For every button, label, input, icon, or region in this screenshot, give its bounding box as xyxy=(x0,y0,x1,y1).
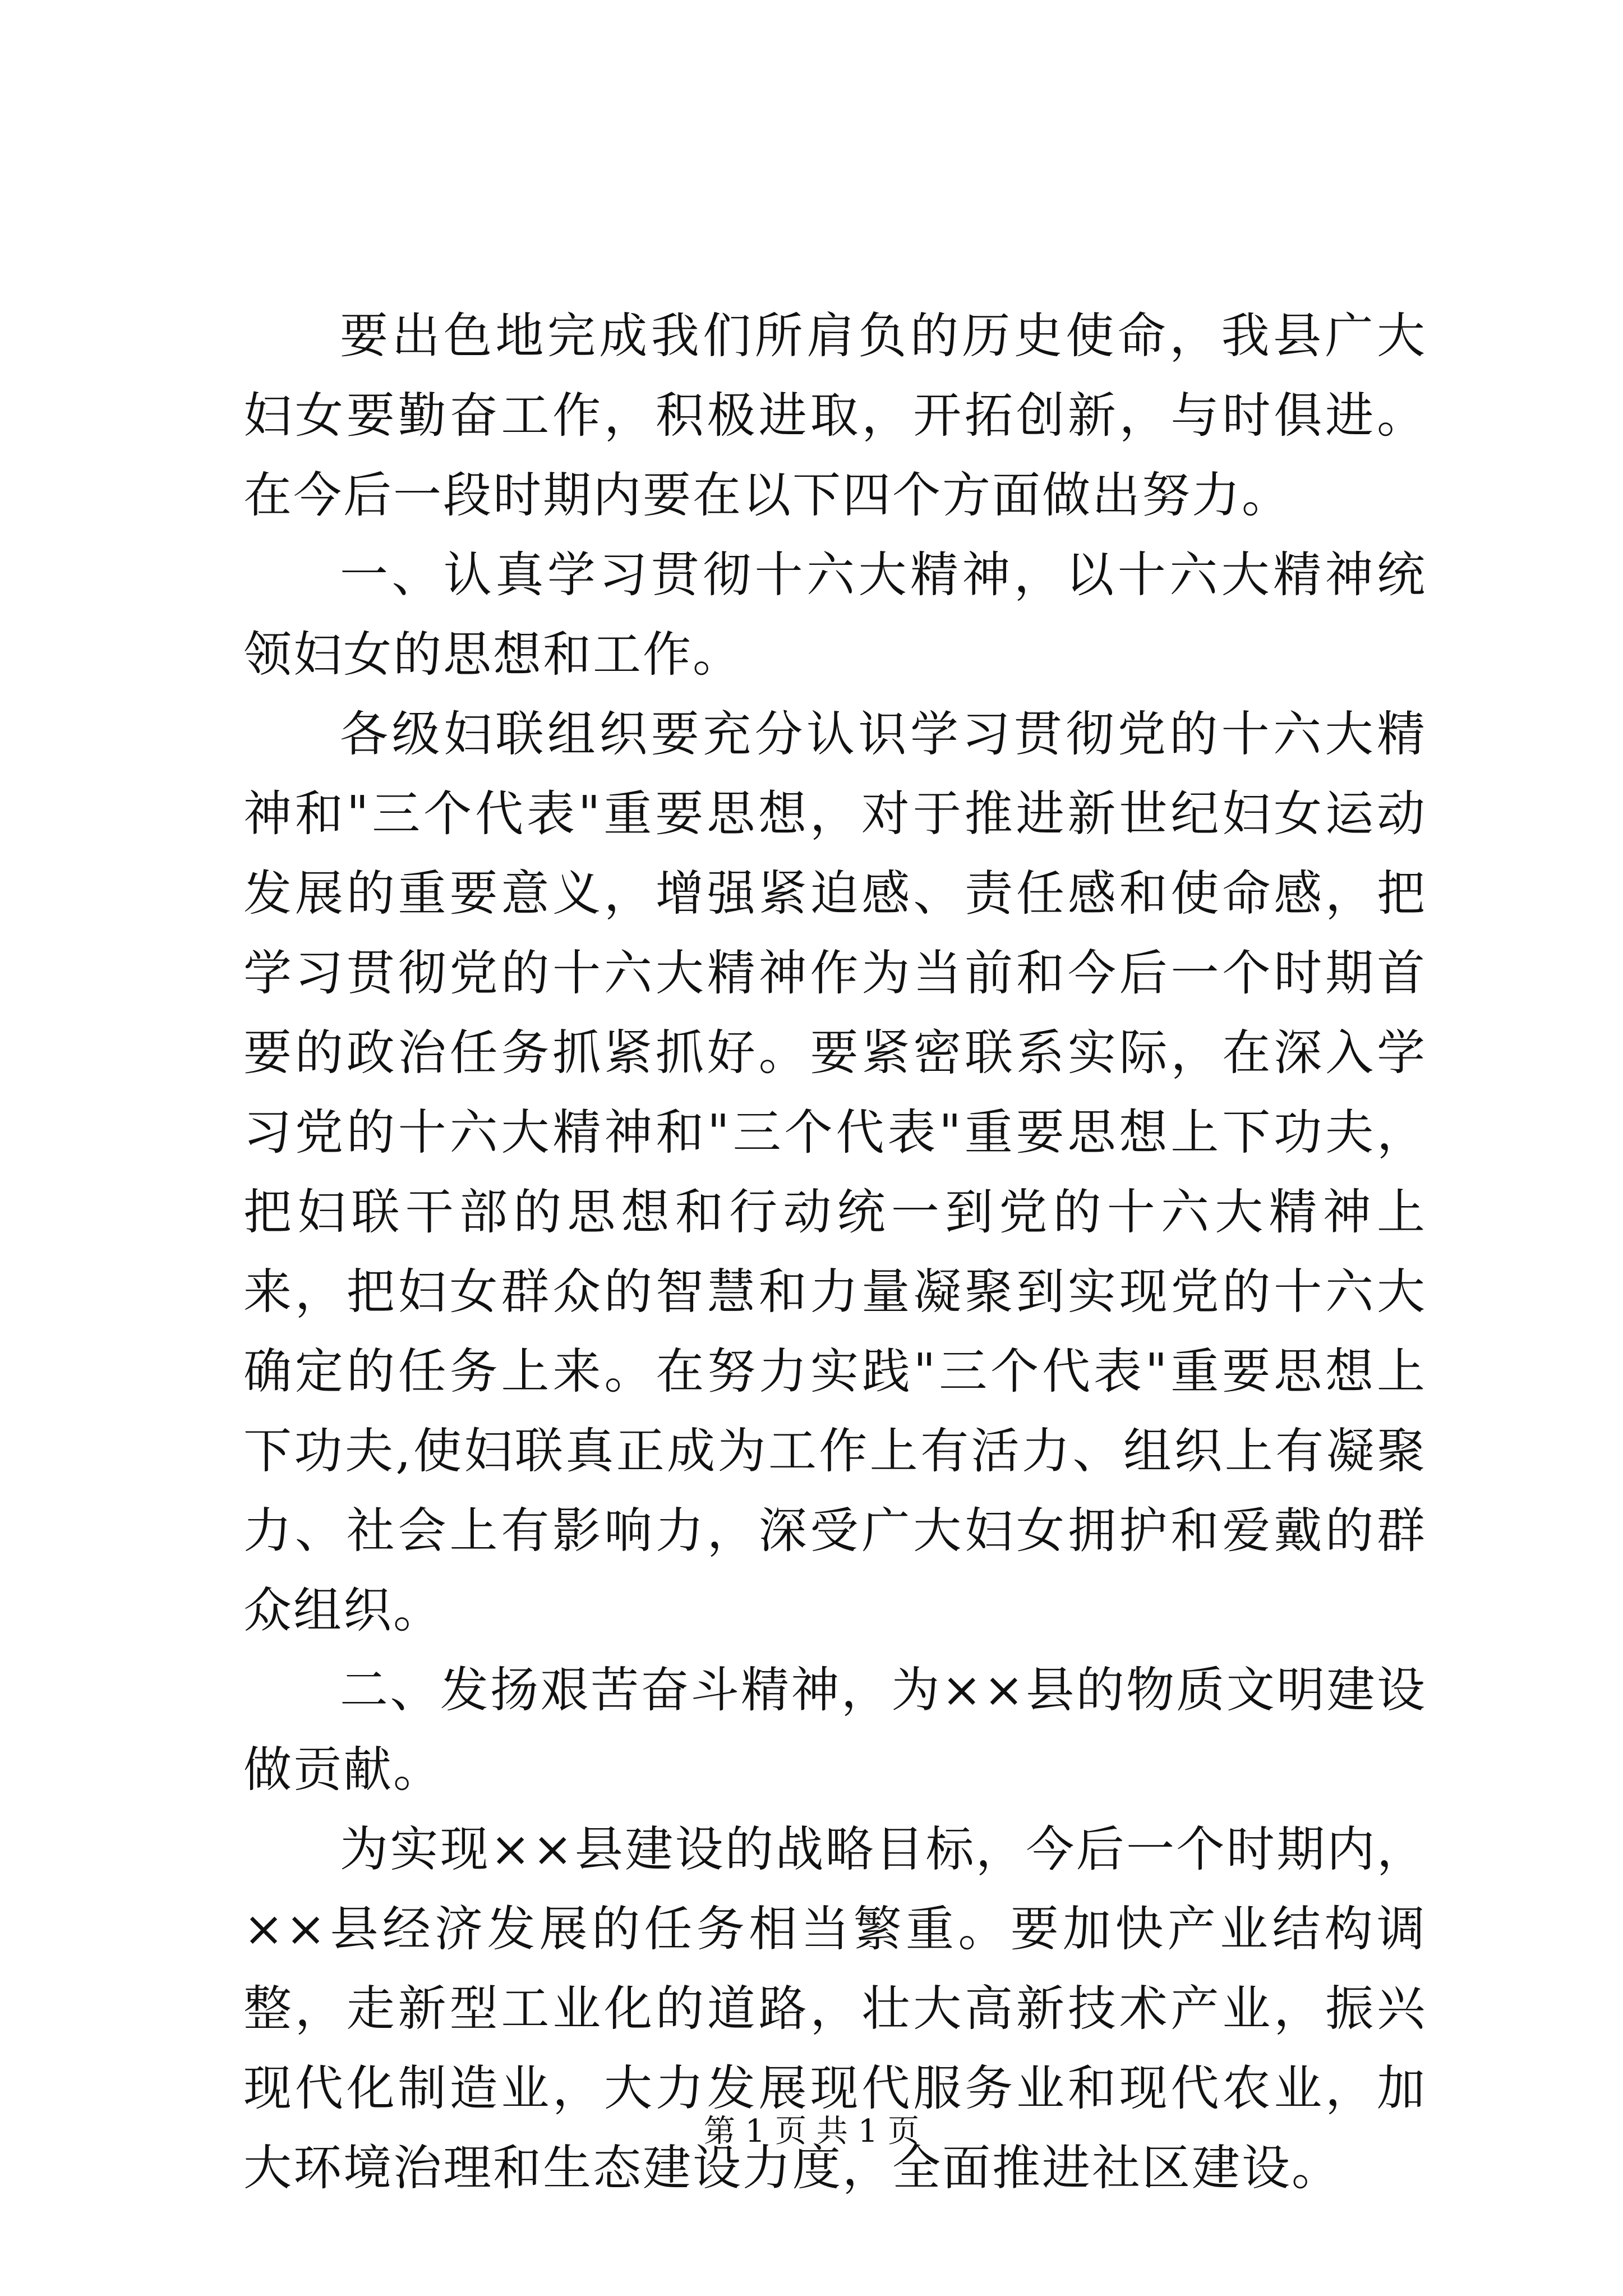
page-footer xyxy=(0,2111,1623,2152)
document-body xyxy=(243,296,1427,2208)
paragraph-3: 各级妇联组织要充分认识学习贯彻党的十六大精神和"三个代表"重要思想，对于推进新世纪妇女运动发展的重要意义，增强紧迫感、责任感和使命感，把学习贯彻党的十六大精神作为当前和今后一个时期首要的政治任务抓紧抓好。要紧密联系实际，在深入学习党的十六大精神和"三个代表"重要思想上下功夫，把妇联干部的思想和行动统一到党的十六大精神上来，把妇女群众的智慧和力量凝聚到实现党的十六大确定的任务上来。在努力实践"三个代表"重要思想上下功夫,使妇联真正成为工作上有活力、组织上有凝聚力、社会上有影响力，深受广大妇女拥护和爱戴的群众组织。 xyxy=(243,706,1427,1639)
paragraph-2: 一、认真学习贯彻十六大精神，以十六大精神统领妇女的思想和工作。 xyxy=(243,547,1427,683)
paragraph-5: 为实现××县建设的战略目标，今后一个时期内，××县经济发展的任务相当繁重。要加快产业结构调整，走新型工业化的道路，壮大高新技术产业，振兴现代化制造业，大力发展现代服务业和现代农业，加大环境治理和生态建设力度，全面推进社区建设。 xyxy=(243,1821,1427,2196)
page-number-label: 第 1 页 共 1 页 xyxy=(703,2113,920,2150)
paragraph-1: 要出色地完成我们所肩负的历史使命，我县广大妇女要勤奋工作，积极进取，开拓创新，与时俱进。在今后一段时期内要在以下四个方面做出努力。 xyxy=(243,308,1427,523)
paragraph-4: 二、发扬艰苦奋斗精神，为××县的物质文明建设做贡献。 xyxy=(243,1662,1427,1798)
